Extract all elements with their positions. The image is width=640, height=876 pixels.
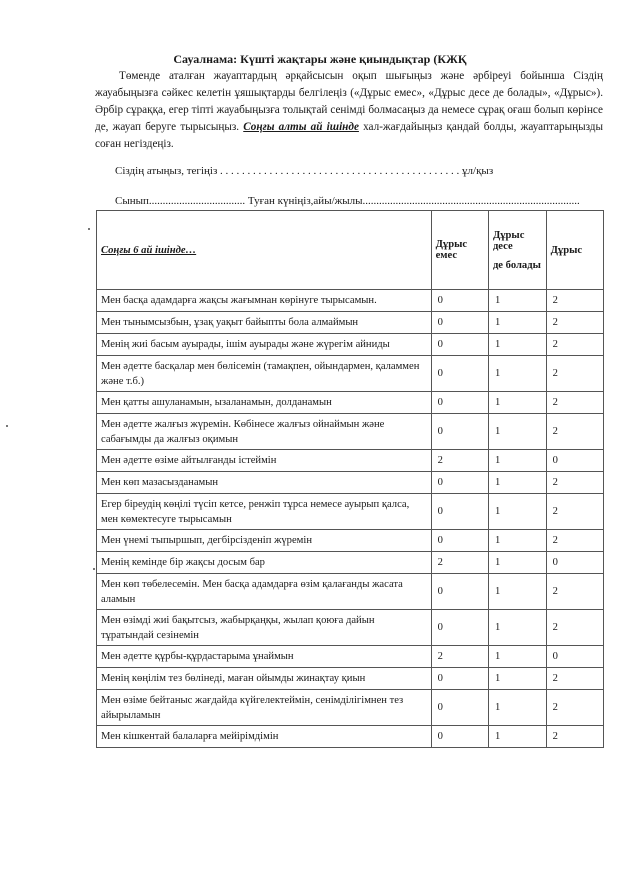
score-true[interactable]: 0 [546, 552, 603, 574]
table-row [97, 290, 604, 312]
instructions-emphasis: Соңғы алты ай ішінде [243, 121, 359, 133]
header-not-true: Дұрыс емес [431, 211, 488, 290]
score-not-true[interactable]: 0 [431, 610, 488, 646]
score-somewhat-true[interactable]: 1 [488, 472, 546, 494]
score-true[interactable]: 2 [546, 414, 603, 450]
question-text: Менің көңілім тез бөлінеді, маған ойымды жинақтау қиын [97, 668, 432, 690]
table-row [97, 392, 604, 414]
table-row [97, 574, 604, 610]
question-text: Мен әдетте өзіме айтылғанды істеймін [97, 450, 432, 472]
instructions-text-end: хал-жағдайыңыз қандай болды, жауаптарыңызды соған негіздеңіз. [95, 121, 604, 150]
question-text: Мен көп мазасызданамын [97, 472, 432, 494]
score-true[interactable]: 2 [546, 530, 603, 552]
score-not-true[interactable]: 0 [431, 530, 488, 552]
score-true[interactable]: 2 [546, 726, 603, 748]
score-not-true[interactable]: 0 [431, 668, 488, 690]
score-somewhat-true[interactable]: 1 [488, 690, 546, 726]
table-row [97, 552, 604, 574]
score-not-true[interactable]: 0 [431, 690, 488, 726]
question-text: Менің кемінде бір жақсы досым бар [97, 552, 432, 574]
score-true[interactable]: 2 [546, 334, 603, 356]
score-somewhat-true[interactable]: 1 [488, 494, 546, 530]
score-not-true[interactable]: 0 [431, 414, 488, 450]
question-text: Мен өзіме бейтаныс жағдайда күйгелектеймін, сенімділігімнен тез айырыламын [97, 690, 432, 726]
score-not-true[interactable]: 2 [431, 450, 488, 472]
question-text: Мен кішкентай балаларға мейірімдімін [97, 726, 432, 748]
score-true[interactable]: 2 [546, 494, 603, 530]
table-row [97, 668, 604, 690]
table-row [97, 450, 604, 472]
score-somewhat-true[interactable]: 1 [488, 312, 546, 334]
header-true: Дұрыс [546, 211, 603, 290]
score-not-true[interactable]: 0 [431, 472, 488, 494]
score-somewhat-true[interactable]: 1 [488, 530, 546, 552]
score-not-true[interactable]: 0 [431, 726, 488, 748]
score-true[interactable]: 2 [546, 290, 603, 312]
table-row [97, 334, 604, 356]
header-somewhat-true [488, 211, 546, 290]
score-not-true[interactable]: 2 [431, 552, 488, 574]
header-somewhat-line1: Дұрыс десе [492, 229, 525, 252]
scan-speck [6, 425, 8, 427]
score-true[interactable]: 2 [546, 392, 603, 414]
question-text: Мен қатты ашуланамын, ызаланамын, долданамын [97, 392, 432, 414]
instructions-text: Төменде аталған жауаптардың әрқайсысын оқып шығыңыз және әрбіреуі бойынша Сіздің жауабыңызға сәйкес келетін ұяшықтарды белгілеңіз («Дұрыс емес», «Дұрыс десе де болады», «Дұрыс»). Әрбір сұраққа, егер тіпті жауабыңызға толықтай сенімді болмасаңыз да немесе сұрақ оғаш болып көрінсе де, жауап беруге тырысыңыз. [95, 70, 603, 133]
instructions-paragraph [95, 68, 603, 153]
score-true[interactable]: 2 [546, 690, 603, 726]
score-true[interactable]: 2 [546, 472, 603, 494]
header-somewhat-line2: де болады [492, 259, 541, 271]
score-not-true[interactable]: 0 [431, 356, 488, 392]
question-text: Мен үнемі тыпыршып, дегбірсізденіп жүремін [97, 530, 432, 552]
table-row [97, 726, 604, 748]
table-row [97, 530, 604, 552]
score-true[interactable]: 2 [546, 356, 603, 392]
score-not-true[interactable]: 0 [431, 494, 488, 530]
score-somewhat-true[interactable]: 1 [488, 290, 546, 312]
table-row [97, 312, 604, 334]
table-row [97, 356, 604, 392]
name-field[interactable]: Сіздің атыңыз, тегіңіз . . . . . . . . . . . . . . . . . . . . . . . . . . . . . . . . . . . . . . . . . . . . ұл/қыз [115, 165, 494, 177]
question-text: Мен тынымсызбын, ұзақ уақыт байыпты бола алмаймын [97, 312, 432, 334]
score-true[interactable]: 2 [546, 312, 603, 334]
score-somewhat-true[interactable]: 1 [488, 574, 546, 610]
table-row [97, 646, 604, 668]
score-somewhat-true[interactable]: 1 [488, 552, 546, 574]
question-text: Менің жиі басым ауырады, ішім ауырады және жүрегім айниды [97, 334, 432, 356]
score-somewhat-true[interactable]: 1 [488, 646, 546, 668]
score-somewhat-true[interactable]: 1 [488, 610, 546, 646]
score-true[interactable]: 2 [546, 668, 603, 690]
score-not-true[interactable]: 0 [431, 574, 488, 610]
score-somewhat-true[interactable]: 1 [488, 334, 546, 356]
score-not-true[interactable]: 0 [431, 290, 488, 312]
score-somewhat-true[interactable]: 1 [488, 356, 546, 392]
header-question: Соңғы 6 ай ішінде… [97, 211, 432, 290]
score-somewhat-true[interactable]: 1 [488, 414, 546, 450]
questionnaire-table [96, 210, 604, 748]
question-text: Егер біреудің көңілі түсіп кетсе, ренжіп тұрса немесе ауырып қалса, мен көмектесуге тырысамын [97, 494, 432, 530]
scan-speck [93, 568, 95, 570]
score-true[interactable]: 0 [546, 646, 603, 668]
score-not-true[interactable]: 0 [431, 334, 488, 356]
class-birthdate-field[interactable]: Сынып................................... Туған күніңіз,айы/жылы............................................................................... [115, 195, 580, 207]
table-row [97, 414, 604, 450]
score-not-true[interactable]: 0 [431, 392, 488, 414]
score-not-true[interactable]: 2 [431, 646, 488, 668]
table-row [97, 472, 604, 494]
score-not-true[interactable]: 0 [431, 312, 488, 334]
table-row [97, 610, 604, 646]
table-row [97, 494, 604, 530]
score-true[interactable]: 0 [546, 450, 603, 472]
question-text: Мен әдетте басқалар мен бөлісемін (тамақпен, ойындармен, қаламмен және т.б.) [97, 356, 432, 392]
score-somewhat-true[interactable]: 1 [488, 450, 546, 472]
score-somewhat-true[interactable]: 1 [488, 726, 546, 748]
table-header-row [97, 211, 604, 290]
score-true[interactable]: 2 [546, 574, 603, 610]
question-text: Мен өзімді жиі бақытсыз, жабырқаңқы, жылап қоюға дайын тұратындай сезінемін [97, 610, 432, 646]
question-text: Мен әдетте құрбы-құрдастарыма ұнаймын [97, 646, 432, 668]
page-title: Сауалнама: Күшті жақтары және қиындықтар (КЖҚ [173, 52, 467, 66]
score-somewhat-true[interactable]: 1 [488, 668, 546, 690]
table-row [97, 690, 604, 726]
score-true[interactable]: 2 [546, 610, 603, 646]
question-text: Мен басқа адамдарға жақсы жағымнан көрінуге тырысамын. [97, 290, 432, 312]
score-somewhat-true[interactable]: 1 [488, 392, 546, 414]
question-text: Мен әдетте жалғыз жүремін. Көбінесе жалғыз ойнаймын және сабағымды да жалғыз оқимын [97, 414, 432, 450]
question-text: Мен көп төбелесемін. Мен басқа адамдарға өзім қалағанды жасата аламын [97, 574, 432, 610]
scan-speck [88, 228, 90, 230]
